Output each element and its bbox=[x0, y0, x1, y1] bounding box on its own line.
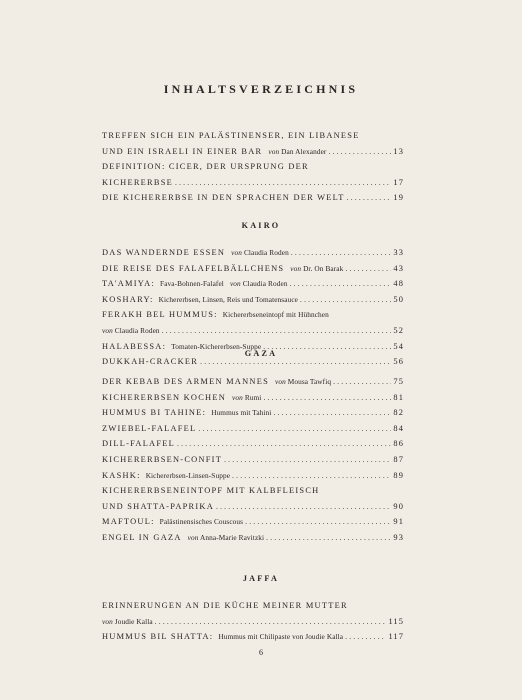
toc-jaffa-list bbox=[102, 598, 404, 645]
entry-page-number: 115 bbox=[388, 616, 404, 626]
entry-title: UND EIN ISRAELI IN EINER BAR bbox=[102, 146, 263, 156]
entry-page-number: 17 bbox=[393, 177, 404, 187]
toc-entry bbox=[102, 128, 404, 144]
entry-author bbox=[268, 144, 326, 160]
dot-leader bbox=[347, 190, 392, 206]
entry-page-number: 117 bbox=[388, 632, 404, 642]
toc-entry bbox=[102, 405, 404, 421]
entry-title: KOSHARY: bbox=[102, 294, 154, 304]
entry-by: von bbox=[232, 392, 243, 402]
toc-entry bbox=[102, 261, 404, 277]
entry-author bbox=[102, 614, 153, 630]
entry-subtitle: Hummus mit Chilipaste von Joudie Kalla bbox=[218, 632, 344, 642]
toc-entry bbox=[102, 483, 404, 499]
entry-title: DER KEBAB DES ARMEN MANNES bbox=[102, 377, 269, 386]
toc-entry bbox=[102, 499, 404, 515]
entry-page-number: 48 bbox=[393, 279, 404, 289]
entry-page-number: 89 bbox=[393, 470, 404, 480]
entry-subtitle: Hummus mit Tahini bbox=[211, 408, 272, 418]
entry-subtitle: Palästinensisches Couscous bbox=[159, 517, 244, 527]
toc-entry bbox=[102, 436, 404, 452]
entry-title: KICHERERBSEN KOCHEN bbox=[102, 392, 227, 402]
entry-page-number: 75 bbox=[393, 377, 404, 386]
dot-leader bbox=[273, 405, 391, 421]
entry-page-number: 93 bbox=[393, 532, 404, 542]
dot-leader bbox=[266, 530, 391, 546]
toc-entry bbox=[102, 374, 404, 390]
dot-leader bbox=[155, 614, 387, 630]
entry-by: von bbox=[187, 532, 199, 542]
entry-title: DILL-FALAFEL bbox=[102, 439, 175, 449]
entry-title: TREFFEN SICH EIN PALÄSTINENSER, EIN LIBANESE bbox=[102, 131, 360, 140]
entry-title: KASHK: bbox=[102, 470, 141, 480]
entry-title: KICHERERBSEN-CONFIT bbox=[102, 454, 223, 464]
entry-title: ERINNERUNGEN AN DIE KÜCHE MEINER MUTTER bbox=[102, 601, 348, 610]
entry-title: HALABESSA: bbox=[102, 341, 167, 351]
dot-leader bbox=[232, 468, 391, 484]
toc-entry bbox=[102, 175, 404, 191]
entry-page-number: 33 bbox=[393, 248, 404, 257]
section-heading-jaffa: JAFFA bbox=[242, 574, 280, 583]
entry-page-number: 19 bbox=[393, 193, 404, 203]
dot-leader bbox=[300, 292, 391, 308]
entry-by: von bbox=[231, 248, 243, 257]
toc-intro-list bbox=[102, 128, 404, 206]
entry-title: ZWIEBEL-FALAFEL bbox=[102, 423, 197, 433]
dot-leader bbox=[198, 421, 391, 437]
dot-leader bbox=[216, 499, 391, 515]
entry-page-number: 82 bbox=[393, 408, 404, 418]
toc-entry bbox=[102, 159, 404, 175]
entry-author bbox=[231, 245, 289, 261]
entry-title: FERAKH BEL HUMMUS: bbox=[102, 310, 218, 320]
entry-title: DIE KICHERERBSE IN DEN SPRACHEN DER WELT bbox=[102, 193, 345, 203]
entry-by: von bbox=[274, 377, 286, 386]
toc-entry bbox=[102, 144, 404, 160]
entry-title: DIE REISE DES FALAFELBÄLLCHENS bbox=[102, 263, 285, 273]
entry-subtitle: Kichererbseneintopf mit Hühnchen bbox=[222, 310, 329, 320]
entry-subtitle: Tomaten-Kichererbsen-Suppe bbox=[171, 341, 262, 351]
entry-page-number: 13 bbox=[393, 146, 404, 156]
toc-entry bbox=[102, 190, 404, 206]
entry-title: DUKKAH-CRACKER bbox=[102, 357, 199, 367]
entry-title: TA'AMIYA: bbox=[102, 279, 156, 289]
dot-leader bbox=[245, 514, 391, 530]
dot-leader bbox=[291, 245, 392, 261]
entry-author-name: Rumi bbox=[244, 392, 262, 402]
entry-author bbox=[290, 261, 343, 277]
entry-author-name: Dr. On Barak bbox=[303, 263, 344, 273]
page-number: 6 bbox=[259, 648, 263, 657]
toc-entry bbox=[102, 292, 404, 308]
entry-subtitle: Fava-Bohnen-Falafel bbox=[160, 279, 224, 289]
entry-page-number: 50 bbox=[393, 294, 404, 304]
entry-page-number: 52 bbox=[393, 325, 404, 335]
dot-leader bbox=[328, 144, 391, 160]
entry-title: UND SHATTA-PAPRIKA bbox=[102, 501, 215, 511]
entry-by: von bbox=[102, 325, 113, 335]
toc-entry bbox=[102, 530, 404, 546]
entry-page-number: 90 bbox=[393, 501, 404, 511]
toc-entry bbox=[102, 514, 404, 530]
entry-author-name: Joudie Kalla bbox=[114, 616, 153, 626]
entry-author-name: Mousa Tawfiq bbox=[287, 377, 332, 386]
dot-leader bbox=[224, 452, 391, 468]
dot-leader bbox=[162, 323, 392, 339]
toc-entry bbox=[102, 468, 404, 484]
toc-entry bbox=[102, 390, 404, 406]
entry-title: KICHERERBSENEINTOPF MIT KALBFLEISCH bbox=[102, 486, 320, 496]
toc-entry bbox=[102, 614, 404, 630]
entry-title: DAS WANDERNDE ESSEN bbox=[102, 248, 226, 257]
entry-author bbox=[188, 530, 264, 546]
toc-entry bbox=[102, 598, 404, 614]
entry-author-name: Anna-Marie Ravitzki bbox=[200, 532, 265, 542]
entry-author bbox=[102, 323, 160, 339]
dot-leader bbox=[290, 276, 392, 292]
entry-author-name: Claudia Roden bbox=[114, 325, 160, 335]
toc-entry bbox=[102, 452, 404, 468]
dot-leader bbox=[263, 390, 391, 406]
entry-page-number: 43 bbox=[393, 263, 404, 273]
dot-leader bbox=[333, 374, 391, 390]
page-title: INHALTSVERZEICHNIS bbox=[163, 82, 359, 96]
entry-author bbox=[230, 276, 288, 292]
dot-leader bbox=[175, 175, 391, 191]
entry-title: MAFTOUL: bbox=[102, 517, 155, 527]
entry-page-number: 87 bbox=[393, 454, 404, 464]
entry-title: KICHERERBSE bbox=[102, 177, 173, 187]
toc-gaza-list bbox=[102, 374, 404, 546]
entry-title: HUMMUS BI TAHINE: bbox=[102, 408, 207, 418]
entry-by: von bbox=[290, 263, 302, 273]
dot-leader bbox=[345, 261, 391, 277]
entry-author-name: Claudia Roden bbox=[242, 279, 288, 289]
entry-subtitle: Kichererbsen, Linsen, Reis und Tomatensauce bbox=[158, 294, 299, 304]
entry-subtitle: Kichererbsen-Linsen-Suppe bbox=[145, 470, 231, 480]
entry-page-number: 54 bbox=[393, 341, 404, 351]
entry-title: DEFINITION: CICER, DER URSPRUNG DER bbox=[102, 162, 309, 172]
entry-by: von bbox=[102, 616, 113, 626]
toc-entry bbox=[102, 307, 404, 323]
entry-page-number: 84 bbox=[393, 423, 404, 433]
section-heading-kairo: KAIRO bbox=[241, 221, 281, 230]
entry-by: von bbox=[268, 146, 280, 156]
toc-entry bbox=[102, 245, 404, 261]
entry-author-name: Claudia Roden bbox=[243, 248, 289, 257]
toc-entry bbox=[102, 276, 404, 292]
entry-title: ENGEL IN GAZA bbox=[102, 532, 182, 542]
dot-leader bbox=[177, 436, 391, 452]
entry-page-number: 81 bbox=[393, 392, 404, 402]
entry-page-number: 91 bbox=[393, 517, 404, 527]
toc-entry bbox=[102, 323, 404, 339]
entry-author bbox=[232, 390, 261, 406]
entry-page-number: 86 bbox=[393, 439, 404, 449]
toc-entry bbox=[102, 629, 404, 645]
dot-leader bbox=[345, 629, 386, 645]
entry-page-number: 56 bbox=[393, 357, 404, 367]
toc-entry bbox=[102, 421, 404, 437]
entry-by: von bbox=[229, 279, 241, 289]
entry-author bbox=[275, 374, 331, 390]
entry-author-name: Dan Alexander bbox=[281, 146, 327, 156]
section-heading-gaza: GAZA bbox=[244, 349, 278, 358]
entry-title: HUMMUS BIL SHATTA: bbox=[102, 632, 214, 642]
